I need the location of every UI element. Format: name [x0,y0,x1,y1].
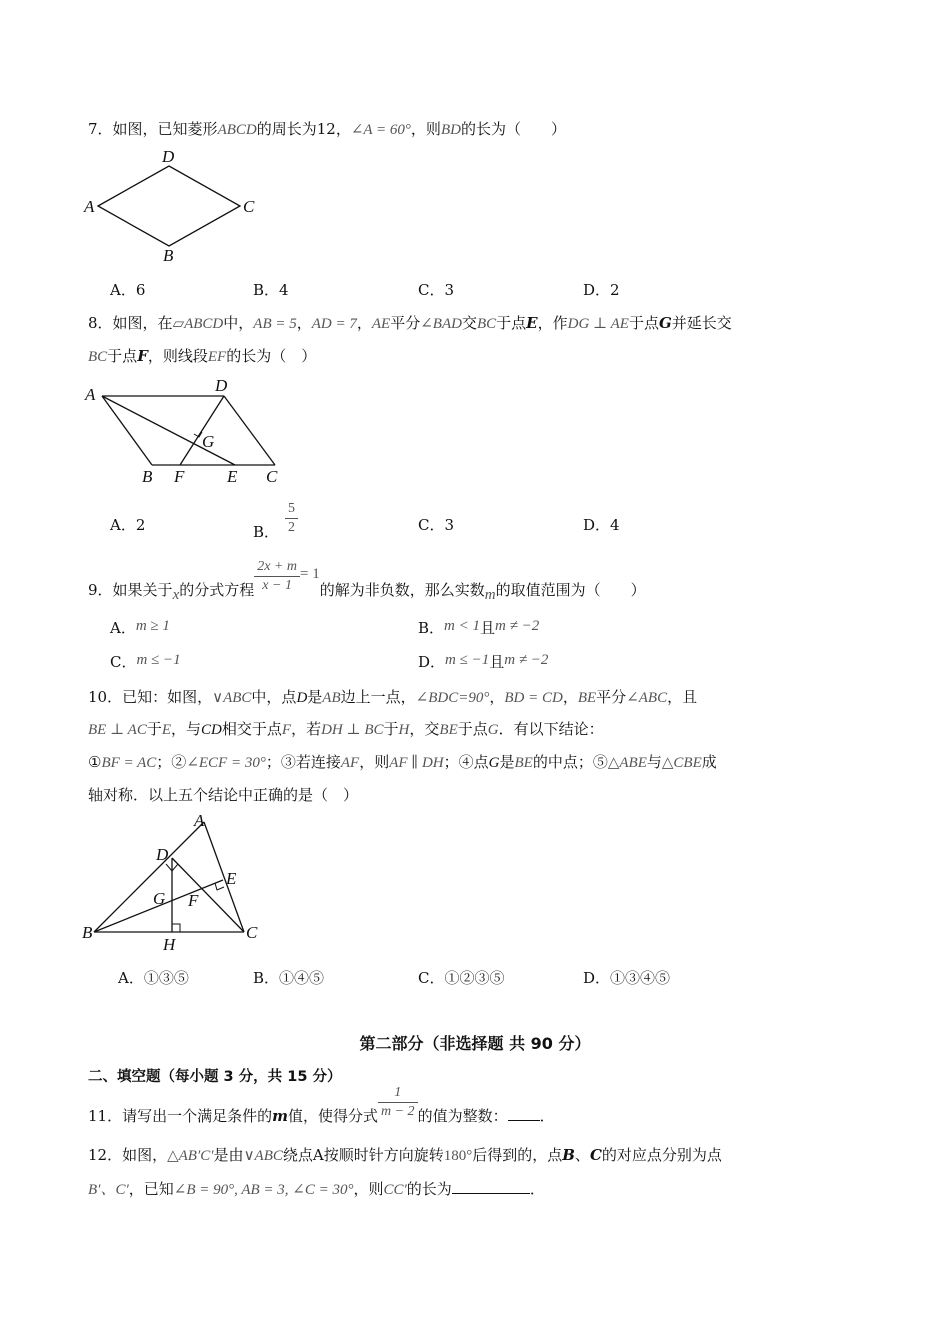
q9-option-b[interactable]: B．m < 1且m ≠ −2 [418,618,540,637]
label-D: D [162,147,175,166]
q7-rhombus-figure [80,146,270,266]
section-fill-in-heading: 二、填空题（每小题 3 分，共 15 分） [88,1069,342,1085]
segment-DF [180,396,224,465]
q9-option-a[interactable]: A．m ≥ 1 [110,618,170,637]
q10-triangle-figure [80,808,280,956]
label-E: E [226,869,237,888]
q7-option-b[interactable]: B．4 [253,281,289,299]
right-angle-mark-E [215,883,224,890]
q11-stem: 11．请写出一个满足条件的m值，使得分式 $\frac{1}{m - 2}$ 的值为整数： ． [88,1085,555,1125]
q10-option-a[interactable]: A．①③⑤ [118,969,189,987]
q12-stem-line2: B′、C′，已知∠B = 90°, AB = 3, ∠C = 30°，则CC′的长为 ． [88,1180,545,1198]
label-G: G [153,889,166,908]
label-B: B [142,467,153,486]
label-B: B [163,246,174,265]
q8-stem-line1: 8．如图，在▱ABCD中，AB = 5，AD = 7，AE平分∠BAD交BC于点E，作DG ⊥ AE于点G并延长交 [88,314,732,332]
q8-option-c[interactable]: C．3 [418,516,455,534]
q7-stem: 7．如图，已知菱形ABCD的周长为12，∠A = 60°，则BD的长为（ ） [88,120,566,138]
label-F: F [174,467,185,486]
q7-option-c[interactable]: C．3 [418,281,455,299]
label-A: A [85,385,96,404]
label-D: D [156,845,169,864]
label-E: E [227,467,238,486]
q11-answer-blank[interactable] [508,1119,540,1121]
q9-stem: 9．如果关于x的分式方程 $\frac{2x + m}{x - 1}$ = 1的解为非负数，那么实数m的取值范围为（ ） [88,559,646,603]
right-angle-mark-H [172,924,180,932]
q7-option-a[interactable]: A．6 [110,281,146,299]
q8-option-a[interactable]: A．2 [110,516,146,534]
label-H: H [163,935,176,954]
q9-option-c[interactable]: C．m ≤ −1 [110,652,181,671]
label-A: A [84,197,95,216]
q10-stem-line3: ①BF = AC；②∠ECF = 30°；③若连接AF，则AF ∥ DH；④点G是BE的中点；⑤△ABE与△CBE成 [88,753,717,771]
label-A: A [194,811,205,830]
label-D: D [215,376,228,395]
q8-stem-line2: BC于点F，则线段EF的长为（ ） [88,347,317,365]
segment-AE [102,396,235,465]
q8-option-d[interactable]: D．4 [583,516,620,534]
label-G: G [202,432,215,451]
q8-option-b[interactable]: B． $\frac{5}{2}$ [253,500,298,537]
q10-stem-line1: 10．已知：如图，∨ABC中，点D是AB边上一点，∠BDC=90°，BD = CD，BE平分∠ABC，且 [88,688,698,706]
label-C: C [243,197,255,216]
q10-stem-line2: BE ⊥ AC于E，与CD相交于点F，若DH ⊥ BC于H，交BE于点G．有以下结论： [88,720,604,738]
q7-option-d[interactable]: D．2 [583,281,620,299]
q10-option-c[interactable]: C．①②③⑤ [418,969,505,987]
rhombus-shape [98,166,240,246]
q10-option-d[interactable]: D．①③④⑤ [583,969,671,987]
q12-answer-blank[interactable] [452,1192,530,1194]
part2-title: 第二部分（非选择题 共 90 分） [359,1034,591,1053]
label-B: B [82,923,93,942]
q10-stem-line4: 轴对称．以上五个结论中正确的是（ ） [88,786,359,804]
q9-option-d[interactable]: D．m ≤ −1且m ≠ −2 [418,652,549,671]
q10-option-b[interactable]: B．①④⑤ [253,969,325,987]
label-F: F [188,891,199,910]
q8-parallelogram-figure [80,372,300,490]
label-C: C [246,923,258,942]
q12-stem-line1: 12．如图，△AB′C′是由∨ABC绕点A按顺时针方向旋转180°后得到的，点B、C的对应点分别为点 [88,1146,722,1164]
label-C: C [266,467,278,486]
